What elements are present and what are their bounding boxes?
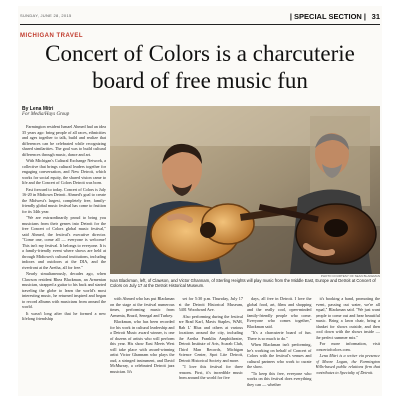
body-paragraph: with Ahmed who has put Blackman on the stage at the festival numerous times, performing music from Armenia, Brazil, Senegal and Turkey.	[110, 296, 175, 318]
rail-paragraph: "We are extraordinarily proud to bring you musicians from their genres into Detroit for the free Concert of Colors global music festival," said Ahmed, the festival's executive director. "Come one, come all — everyone is welcome! This isn't my festival. It belongs to everyone. It is a family-friendly event where shows are held at through Midtown's cultural institutions, including indoors and outdoors at the DIA, and the riverfront at the Aretha, all for free."	[22, 215, 106, 270]
body-paragraph: "It's a charcuterie board of fun. There is so much to do."	[247, 330, 312, 341]
rail-paragraph: Nearly simultaneously, decades ago, when Clawson resident Rhea Blackman, an Armenian musician, strapped a guitar to his back and started traveling the globe to learn the world's most interesting music, he returned inspired and began to record albums with musicians from around the world.	[22, 271, 106, 309]
headline-line-2: board of free music fun	[92, 68, 308, 93]
photo-illustration	[110, 106, 380, 274]
body-paragraph: For more information, visit concertofcolors.com.	[315, 341, 380, 352]
headline	[18, 40, 382, 94]
body-paragraph: "I love this festival for three reasons. First, it's incredible music from around the world for five	[178, 364, 243, 380]
rail-paragraph: With Michigan's Cultural Exchange Network, a collective that brings cultural leaders together for engaging conversation, and New Detroit, which works for social equity, the shared vision came to life and the Concert of Colors Detroit was born.	[22, 158, 106, 185]
section-kicker: MICHIGAN TRAVEL	[20, 33, 84, 39]
left-rail-column	[22, 124, 106, 323]
body-paragraph: set for 5:30 p.m. Thursday, July 17 at the Detroit Historical Museum, 5401 Woodward Ave.	[178, 296, 243, 312]
dateline: SUNDAY, JUNE 28, 2015	[20, 13, 72, 18]
body-paragraph: Also performing during the festival are Brad Karl, Mavis Staples, WAR, Bab L' Bluz and others at various locations around the city, including the Aretha Franklin Amphitheatre, Detroit Institute of Arts, Scarab Club, Third Man Records, Michigan Science Center, Spot Lite Detroit, Detroit Historical Society and more.	[178, 313, 243, 363]
section-label: | SPECIAL SECTION |	[289, 12, 366, 21]
rail-paragraph: It wasn't long after that he formed a new lifelong friendship	[22, 310, 106, 321]
body-paragraph: it's booking a band, promoting the event, passing out water, we're all equal," Blackman said. "We just want people to come out and hear beautiful music. Bring a lawn chair, bring a blanket for shows outside, and then cool down with the shows inside — the perfect summer mix."	[315, 296, 380, 340]
body-column	[110, 296, 175, 396]
headline-line-1: Concert of Colors is a charcuterie	[45, 41, 355, 66]
body-column	[316, 296, 381, 396]
body-paragraph: When Blackman isn't performing, he's working on behalf of Concert of Colors with the festival's venues and cultural partners who work to curate the show.	[247, 342, 312, 369]
page-header	[20, 12, 380, 25]
body-column	[179, 296, 244, 396]
musicians-photo	[110, 106, 380, 274]
byline	[22, 106, 108, 118]
photo-credit: PHOTO COURTESY OF SEAN BLAKEMAN	[320, 274, 380, 278]
body-paragraph: "To keep this free, everyone who works on this festival does everything they can — whether	[247, 370, 312, 387]
photo-caption: Ivan Blackman, left, of Clawson, and Victor Ghannam, of Sterling Heights will play music from the Middle East, Europe and Detroit at Concert of Colors on July 17 at the Detroit Historical Museum.	[110, 278, 376, 289]
rail-paragraph: Farmington resident Ismael Ahmed had an idea 35 years ago: bring people of all races, ethnicities and ages together to talk, build and realize that differences can be celebrated while recognizing shared similarities. The goal was to build cultural differences through music, dance and art.	[22, 124, 106, 157]
page-number: 31	[371, 12, 380, 21]
newspaper-page	[18, 6, 382, 396]
body-paragraph: Blackman, who has been recorded for his work in cultural leadership and a Detroit Music award winner, is one of dozens of artists who will perform this year. His show East Meets West will take place with award-winning artist Victor Ghannam who plays the oud, a stringed instrument, and David McMurray, a celebrated Detroit jazz musician. It's	[110, 319, 175, 374]
rail-paragraph: Fast forward to today. Concert of Colors is July 16-20 in Midtown Detroit. Ahmed's goal to create the Midwest's largest, completely free, family-friendly global music festival has come to fruition for its 34th year.	[22, 186, 106, 214]
body-columns	[110, 296, 380, 396]
author-bio: Lena Mitri is a writer via presence of Moore Logan, the Farmington Hills-based public relations firm that contributes to Specialty of Detroit.	[315, 353, 380, 375]
byline-org: For Media/Hays Group	[22, 112, 70, 117]
byline-name: By Lena Mitri	[22, 106, 54, 112]
body-paragraph: days, all free in Detroit. I love the global food, art, films and shopping and the really cool, open-minded family-friendly people who come. Everyone who comes together," Blackman said.	[247, 296, 312, 329]
body-column	[247, 296, 312, 396]
